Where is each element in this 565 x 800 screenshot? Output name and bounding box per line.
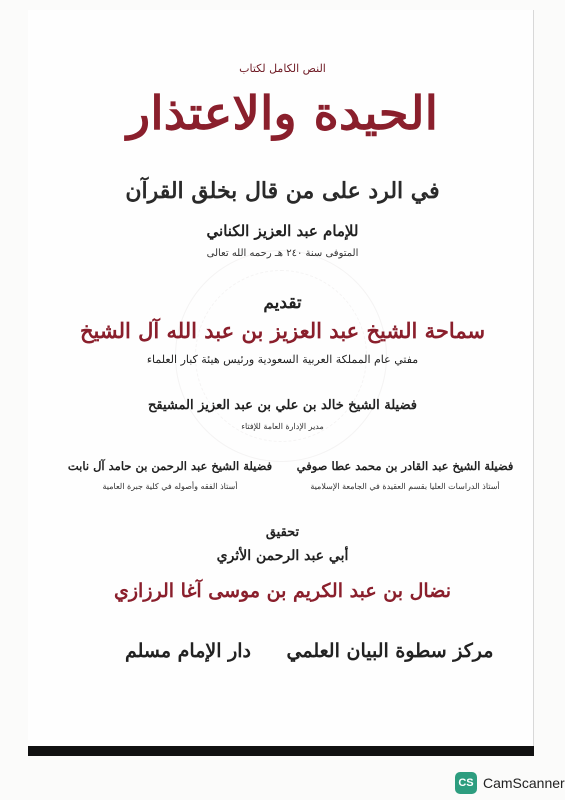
book-subtitle: في الرد على من قال بخلق القرآن — [125, 178, 440, 204]
title-kicker: النص الكامل لكتاب — [239, 62, 326, 75]
author-name: للإمام عبد العزيز الكناني — [206, 222, 359, 240]
preface-right-name: فضيلة الشيخ عبد القادر بن محمد عطا صوفي — [296, 459, 514, 473]
camscanner-label: CamScanner — [483, 775, 565, 791]
preface-second-role: مدير الإدارة العامة للإفتاء — [241, 422, 324, 431]
preface-right-role: أستاذ الدراسات العليا بقسم العقيدة في الجامعة الإسلامية — [310, 482, 500, 491]
book-title: الحيدة والاعتذار — [126, 86, 439, 140]
preface-left-role: أستاذ الفقه وأصوله في كلية جبرة العامية — [102, 482, 238, 491]
preface-main-role: مفتي عام المملكة العربية السعودية ورئيس هيئة كبار العلماء — [146, 353, 419, 366]
author-death-date: المتوفى سنة ٢٤٠ هـ رحمه الله تعالى — [206, 248, 359, 259]
preface-main-name: سماحة الشيخ عبد العزيز بن عبد الله آل الشيخ — [79, 318, 486, 343]
tahqiq-label: تحقيق — [265, 525, 300, 540]
camscanner-watermark — [455, 771, 565, 795]
camscanner-logo-icon: CS — [455, 772, 477, 794]
publisher-left: دار الإمام مسلم — [124, 640, 252, 662]
preface-left-name: فضيلة الشيخ عبد الرحمن بن حامد آل نابت — [67, 459, 273, 473]
preface-label: تقديم — [263, 293, 302, 313]
editor-second: نضال بن عبد الكريم بن موسى آغا الرزازي — [114, 580, 451, 602]
scan-edge-bar — [28, 746, 534, 756]
editor-first: أبي عبد الرحمن الأثري — [216, 548, 349, 564]
publisher-right: مركز سطوة البيان العلمي — [286, 640, 494, 662]
preface-second-name: فضيلة الشيخ خالد بن علي بن عبد العزيز المشيقح — [148, 398, 417, 413]
